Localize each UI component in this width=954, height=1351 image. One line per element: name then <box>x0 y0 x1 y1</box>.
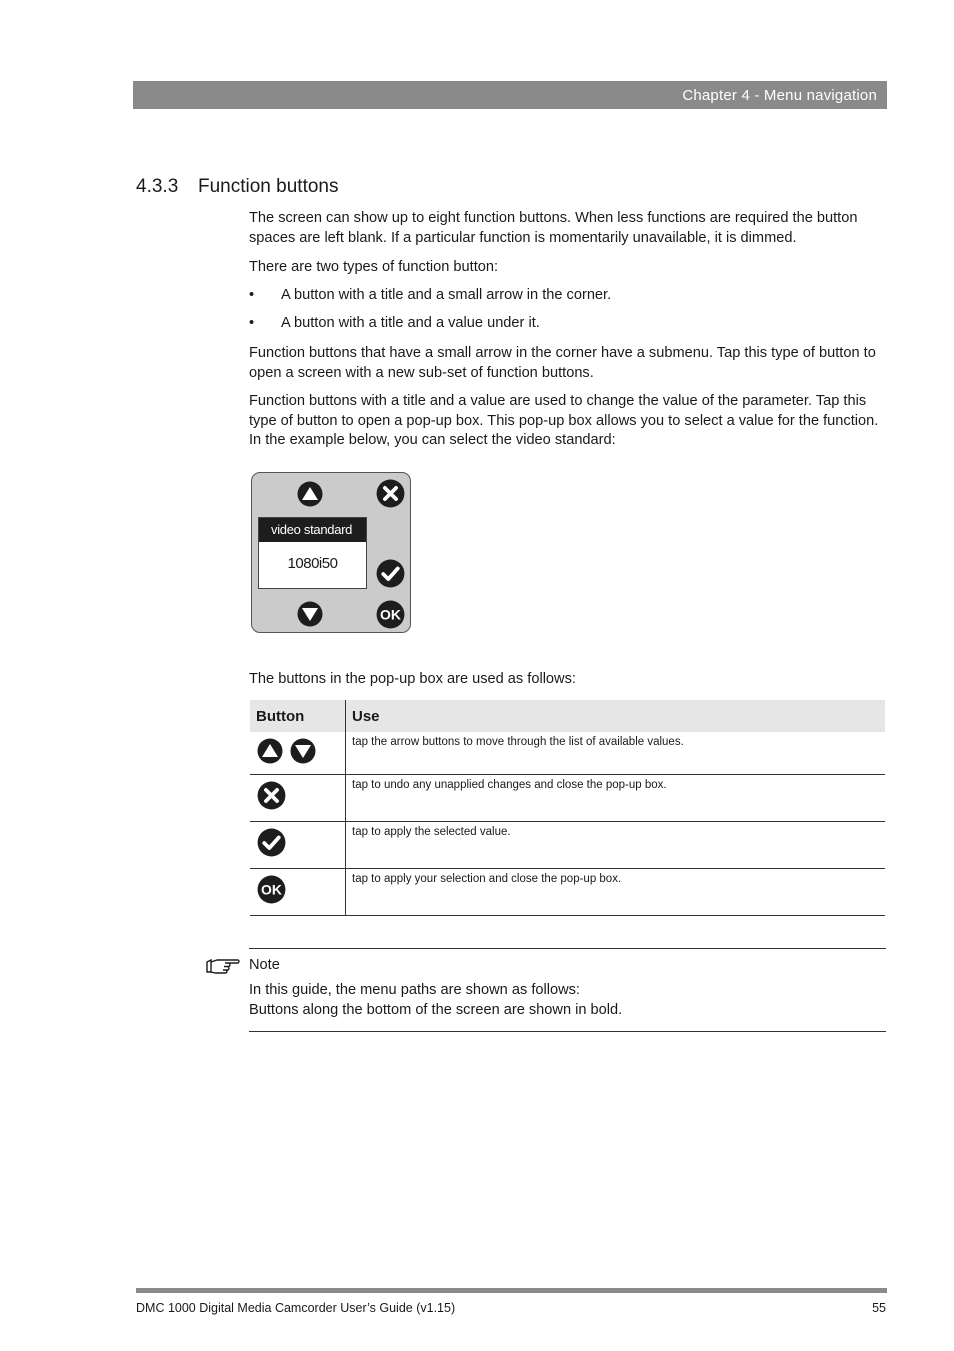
paragraph-popup-usage: The buttons in the pop-up box are used as follows: <box>249 671 576 687</box>
page-number: 55 <box>872 1301 886 1315</box>
ok-icon <box>257 875 286 904</box>
button-usage-table <box>250 700 885 916</box>
chapter-header-bar <box>133 81 887 109</box>
svg-text:OK: OK <box>380 606 401 623</box>
down-arrow-icon <box>290 738 316 764</box>
popup-title: video standard <box>259 518 366 542</box>
table-row <box>250 732 885 775</box>
table-row <box>250 822 885 869</box>
table-cell-use: tap to apply your selection and close the pop-up box. <box>346 869 886 916</box>
note-divider-bottom <box>249 1031 886 1032</box>
note-title: Note <box>249 957 280 973</box>
down-arrow-icon[interactable] <box>297 601 323 627</box>
bullet-text: A button with a title and a value under it. <box>281 315 540 331</box>
bullet-dot: • <box>249 315 255 331</box>
check-icon <box>257 828 286 857</box>
up-arrow-icon[interactable] <box>297 481 323 507</box>
bullet-text: A button with a title and a small arrow in the corner. <box>281 287 612 303</box>
table-cell-use: tap to apply the selected value. <box>346 822 886 869</box>
check-icon[interactable] <box>376 559 405 588</box>
paragraph-intro: The screen can show up to eight function buttons. When less functions are required the button spaces are left blank. If a particular function is momentarily unavailable, it is dimmed. <box>249 210 858 246</box>
table-header-use: Use <box>346 700 886 732</box>
up-arrow-icon <box>257 738 283 764</box>
table-row <box>250 775 885 822</box>
note-divider-top <box>249 948 886 949</box>
table-header-button: Button <box>250 700 346 732</box>
note-line-2: Buttons along the bottom of the screen are shown in bold. <box>249 1002 623 1018</box>
bullet-dot: • <box>249 287 255 303</box>
svg-text:OK: OK <box>261 881 282 898</box>
footer-bar <box>136 1288 887 1293</box>
paragraph-value-buttons: Function buttons with a title and a value are used to change the value of the parameter. Tap this type of button to open a pop-up box. This pop-up box allows you to select a value for the function. In the example below, you can select the video standard: <box>249 393 879 448</box>
chapter-title: Chapter 4 - Menu navigation <box>682 87 877 104</box>
cancel-icon[interactable] <box>376 479 405 508</box>
cancel-icon <box>257 781 286 810</box>
note-line-1: In this guide, the menu paths are shown as follows: <box>249 982 580 998</box>
pointing-hand-icon <box>205 956 241 976</box>
section-heading <box>136 176 338 198</box>
device-screen-illustration <box>251 472 411 633</box>
paragraph-submenu: Function buttons that have a small arrow in the corner have a submenu. Tap this type of button to open a screen with a new sub-set of function buttons. <box>249 345 876 381</box>
paragraph-types: There are two types of function button: <box>249 259 499 275</box>
footer-document-title: DMC 1000 Digital Media Camcorder User’s Guide (v1.15) <box>136 1301 456 1315</box>
popup-value: 1080i50 <box>287 555 338 572</box>
table-cell-use: tap the arrow buttons to move through the list of available values. <box>346 732 886 775</box>
popup-box <box>258 517 367 589</box>
section-title: Function buttons <box>198 176 339 197</box>
table-cell-use: tap to undo any unapplied changes and close the pop-up box. <box>346 775 886 822</box>
ok-icon[interactable] <box>376 600 405 629</box>
table-row <box>250 869 885 916</box>
section-number: 4.3.3 <box>136 176 179 197</box>
